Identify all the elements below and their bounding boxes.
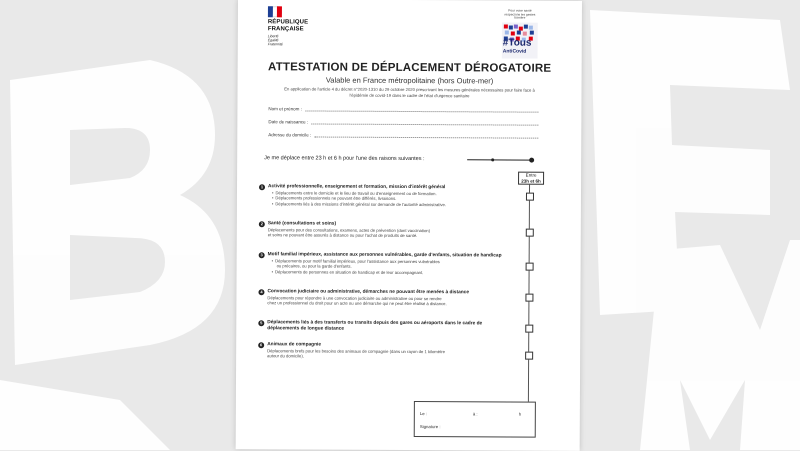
tous-caption-line1: Pour votre santé	[508, 8, 532, 13]
reason-detail: • Déplacements de personnes en situation de handicap et de leur accompagnant.	[272, 269, 517, 276]
signature-hour-label: h	[518, 411, 522, 417]
reason-1	[259, 184, 517, 208]
reason-3	[259, 252, 517, 276]
tous-anticovid-logo	[500, 9, 540, 58]
name-field-label: Nom et prénom :	[268, 106, 302, 112]
republique-francaise-logo	[268, 6, 309, 46]
tous-hashtag: #Tous AntiCovid	[502, 37, 532, 55]
reason-3-checkbox[interactable]	[526, 263, 534, 271]
curfew-column-header: Entre 23h et 6h	[518, 172, 544, 185]
reason-detail: • Déplacements entre le domicile et le lieu de travail ou d'enseignement ou de formation.	[272, 190, 517, 197]
reason-title: Animaux de compagnie	[267, 342, 322, 348]
reason-title: Convocation judiciaire ou administrative, démarches ne pouvant être menées à distance	[267, 289, 470, 296]
reason-title: Santé (consultations et soins)	[267, 221, 337, 227]
reason-2	[259, 221, 517, 239]
motto-fraternite: Fraternité	[267, 42, 283, 47]
tous-caption-line2: respectons les gestes barrière	[504, 12, 536, 20]
reason-4-checkbox[interactable]	[525, 294, 533, 302]
signature-label: Signature :	[419, 424, 441, 430]
signature-date-label: Le :	[419, 411, 428, 417]
signature-place-label: à :	[472, 411, 478, 417]
reason-detail: autour du domicile).	[267, 353, 304, 359]
reason-5	[258, 320, 508, 333]
reason-title: Activité professionnelle, enseignement et formation, mission d'intérêt général	[268, 184, 446, 191]
reason-detail: • Déplacements professionnels ne pouvant être différés, livraisons.	[272, 196, 517, 203]
declaration-text: Je me déplace entre 23 h et 6 h pour l'une des raisons suivantes :	[264, 155, 425, 163]
time-range-line	[467, 159, 533, 160]
document-title: ATTESTATION DE DÉPLACEMENT DÉROGATOIRE	[268, 61, 552, 75]
reason-6-checkbox[interactable]	[525, 352, 533, 360]
reason-6	[258, 342, 516, 360]
attestation-document	[236, 0, 582, 451]
legal-intro: En application de l'article 4 du décret n°2020-1310 du 29 octobre 2020 prescrivant les mesures générales nécessaires pour faire face à l'épidémie de covid-19 dans le cadre de l'état d'urgence sanitaire	[284, 86, 535, 98]
reason-number: 5	[260, 320, 263, 326]
reason-detail: Déplacements pour des consultations, examens, actes de prévention (dont vaccination)	[267, 227, 431, 234]
republique-name-line2: FRANÇAISE	[267, 25, 304, 32]
address-field-label: Adresse du domicile :	[268, 132, 312, 138]
reason-detail: et soins ne pouvant être assurés à distance ou pour l'achat de produits de santé.	[267, 232, 418, 239]
reason-1-checkbox[interactable]	[526, 193, 534, 201]
reason-detail: Déplacements pour répondre à une convocation judiciaire ou administrative ou pour se rendre	[267, 295, 442, 302]
reason-2-checkbox[interactable]	[526, 229, 534, 237]
reason-number: 2	[260, 221, 263, 227]
document-subtitle: Valable en France métropolitaine (hors Outre-mer)	[325, 75, 494, 86]
reason-number: 3	[260, 252, 263, 258]
marianne-flag-icon	[268, 6, 282, 17]
name-field[interactable]	[268, 106, 538, 112]
reason-title: Déplacements liés à des transferts ou transits depuis des gares ou aéroports dans le cadre de déplacements de longue distance	[267, 320, 483, 332]
republique-name-line1: RÉPUBLIQUE	[267, 19, 309, 26]
tous-anticovid-icon	[502, 22, 538, 58]
reason-4	[258, 289, 516, 307]
reason-number: 4	[260, 289, 263, 295]
birthdate-field-label: Date de naissance :	[268, 119, 309, 125]
address-field[interactable]	[268, 132, 538, 138]
reason-number: 1	[260, 184, 264, 190]
reason-detail: ou précaires, ou pour la garde d'enfants.	[276, 263, 352, 270]
reason-detail: • Déplacements liés à des missions d'intérêt général sur demande de l'autorité administrative.	[272, 201, 517, 208]
reason-5-checkbox[interactable]	[525, 325, 533, 333]
reason-number: 6	[260, 342, 263, 348]
reason-detail: chez un professionnel du droit pour un acte ou une démarche qui ne peut être réalisé à distance.	[267, 300, 447, 307]
reason-title: Motif familial impérieux, assistance aux personnes vulnérables, garde d'enfants, situation de handicap	[267, 252, 502, 259]
motto-liberte: Liberté	[267, 34, 279, 39]
motto	[268, 34, 308, 46]
signature-box[interactable]	[414, 401, 536, 438]
reason-detail: • Déplacements pour motif familial impérieux, pour l'assistance aux personnes vulnérables	[272, 258, 517, 265]
reason-detail: Déplacements brefs pour les besoins des animaux de compagnie (dans un rayon de 1 kilomètre	[267, 348, 446, 355]
birthdate-field[interactable]	[268, 119, 538, 125]
motto-egalite: Égalité	[267, 38, 279, 43]
